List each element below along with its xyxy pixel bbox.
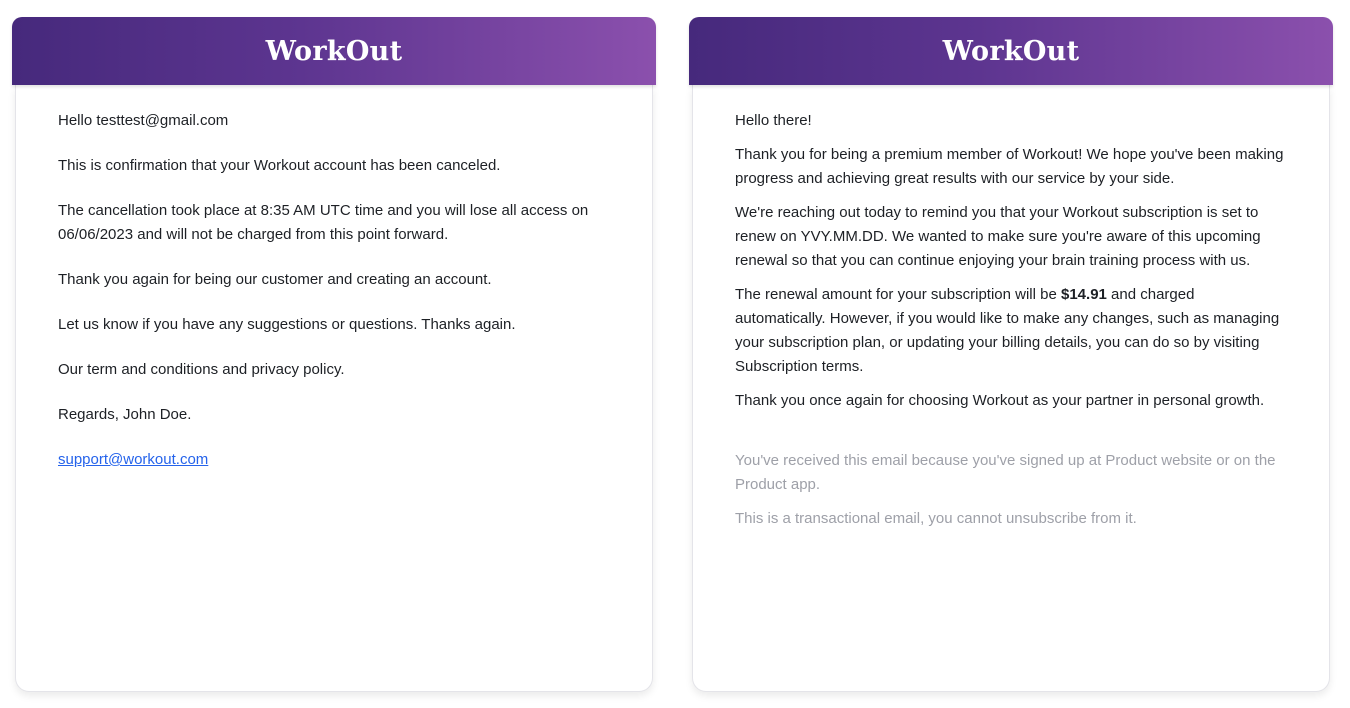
renewal-amount-suffix: and charged automatically. However, if you would like to make any changes, such as managing your subscription plan, or updating your billing details, you can do so by visiting Subscription terms. xyxy=(735,286,1280,375)
brand-title: WorkOut xyxy=(942,35,1080,67)
greeting-text: Hello there! xyxy=(735,112,812,129)
footer-reason-text: You've received this email because you've signed up at Product website or on the Product app. xyxy=(735,452,1276,493)
closing-text: Thank you once again for choosing Workout as your partner in personal growth. xyxy=(735,392,1265,409)
brand-title: WorkOut xyxy=(265,35,403,67)
premium-member-text: Thank you for being a premium member of Workout! We hope you've been making progress and achieving great results with our service by your side. xyxy=(735,146,1284,187)
renewal-amount-value: $14.91 xyxy=(1061,286,1107,303)
terms-text: Our term and conditions and privacy policy. xyxy=(58,361,345,378)
renewal-amount-prefix: The renewal amount for your subscription will be xyxy=(735,286,1061,303)
signature-text: Regards, John Doe. xyxy=(58,406,192,423)
email-footer xyxy=(735,449,1287,531)
renewal-email-body xyxy=(692,85,1330,692)
thank-you-text: Thank you again for being our customer and creating an account. xyxy=(58,271,492,288)
cancellation-details-text: The cancellation took place at 8:35 AM UTC time and you will lose all access on 06/06/2023 and will not be charged from this point forward. xyxy=(58,202,589,243)
cancellation-email-card xyxy=(12,17,656,692)
greeting-text: Hello testtest@gmail.com xyxy=(58,112,229,129)
renewal-reminder-text: We're reaching out today to remind you that your Workout subscription is set to renew on YVY.MM.DD. We wanted to make sure you're aware of this upcoming renewal so that you can continue enjoying your brain training process with us. xyxy=(735,204,1261,269)
cancellation-email-body xyxy=(15,85,653,692)
renewal-email-card xyxy=(689,17,1333,692)
cancellation-confirmation-text: This is confirmation that your Workout account has been canceled. xyxy=(58,157,501,174)
feedback-request-text: Let us know if you have any suggestions or questions. Thanks again. xyxy=(58,316,516,333)
support-link-row xyxy=(58,448,610,472)
renewal-email-header xyxy=(689,17,1333,85)
renewal-amount-paragraph xyxy=(735,283,1287,379)
support-email-link[interactable]: support@workout.com xyxy=(58,451,209,468)
cancellation-email-header xyxy=(12,17,656,85)
footer-transactional-text: This is a transactional email, you cannot unsubscribe from it. xyxy=(735,510,1137,527)
